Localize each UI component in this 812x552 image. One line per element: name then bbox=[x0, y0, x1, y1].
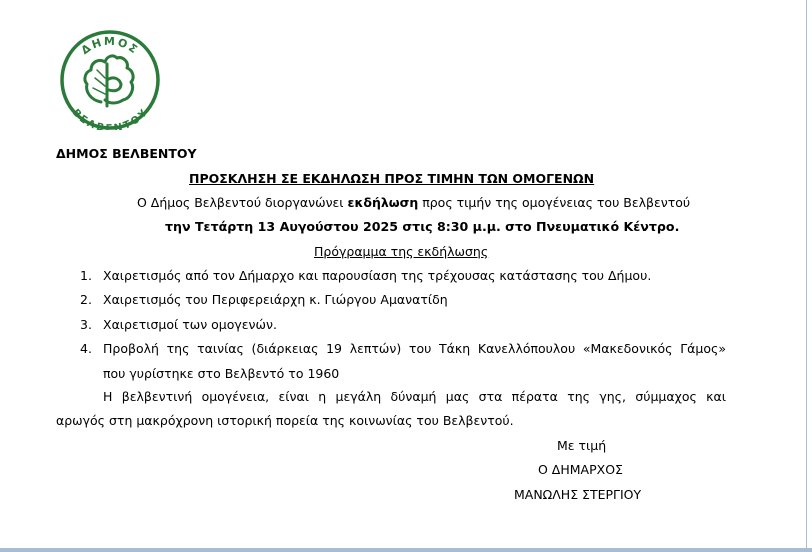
municipality-name: ΔΗΜΟΣ ΒΕΛΒΕΝΤΟΥ bbox=[56, 146, 197, 161]
list-item-number: 2. bbox=[80, 292, 92, 307]
list-item-text-continued: που γυρίστηκε στο Βελβεντό το 1960 bbox=[103, 366, 340, 381]
list-item-number: 1. bbox=[80, 268, 92, 283]
logo-text-bottom: ΒΕΛΒΕΝΤΟΥ bbox=[69, 107, 151, 130]
signature-regards: Με τιμή bbox=[557, 438, 607, 453]
event-date-line: την Τετάρτη 13 Αυγούστου 2025 στις 8:30 μ.μ. στο Πνευματικό Κέντρο. bbox=[165, 219, 680, 234]
intro-text-before: Ο Δήμος Βελβεντού διοργανώνει bbox=[137, 195, 348, 210]
program-heading: Πρόγραμμα της εκδήλωσης bbox=[314, 244, 489, 259]
logo-emblem bbox=[55, 30, 165, 130]
list-item-number: 3. bbox=[80, 317, 92, 332]
leaf-icon bbox=[85, 56, 133, 106]
list-item-text: Προβολή της ταινίας (διάρκειας 19 λεπτών) του Τάκη Κανελλόπουλου «Μακεδονικός Γάμος» bbox=[103, 341, 726, 356]
intro-line bbox=[137, 195, 690, 211]
intro-text-bold: εκδήλωση bbox=[347, 195, 419, 210]
page-boundary-strip bbox=[0, 548, 812, 552]
list-item-text: Χαιρετισμός του Περιφερειάρχη κ. Γιώργου Αμανατίδη bbox=[103, 292, 448, 307]
vertical-scrollbar[interactable] bbox=[806, 0, 812, 552]
logo-text-top: ΔΗΜΟΣ bbox=[78, 34, 142, 58]
closing-paragraph-line1: Η βελβεντινή ομογένεια, είναι η μεγάλη δύναμή μας στα πέρατα της γης, σύμμαχος και bbox=[103, 389, 726, 404]
signature-name: ΜΑΝΩΛΗΣ ΣΤΕΡΓΙΟΥ bbox=[514, 487, 642, 502]
list-item-text: Χαιρετισμός από τον Δήμαρχο και παρουσίαση της τρέχουσας κατάστασης του Δήμου. bbox=[103, 268, 652, 283]
list-item-number: 4. bbox=[80, 341, 92, 356]
svg-text:ΒΕΛΒΕΝΤΟΥ bbox=[70, 107, 150, 130]
list-item-text: Χαιρετισμοί των ομογενών. bbox=[103, 317, 277, 332]
intro-text-after: προς τιμήν της ομογένειας του Βελβεντού bbox=[418, 195, 691, 210]
municipality-logo bbox=[55, 30, 165, 130]
document-title: ΠΡΟΣΚΛΗΣΗ ΣΕ ΕΚΔΗΛΩΣΗ ΠΡΟΣ ΤΙΜΗΝ ΤΩΝ ΟΜΟΓΕΝΩΝ bbox=[189, 171, 595, 186]
signature-role: Ο ΔΗΜΑΡΧΟΣ bbox=[538, 462, 623, 477]
closing-paragraph-line2: αρωγός στη μακρόχρονη ιστορική πορεία της κοινωνίας του Βελβεντού. bbox=[56, 413, 514, 428]
